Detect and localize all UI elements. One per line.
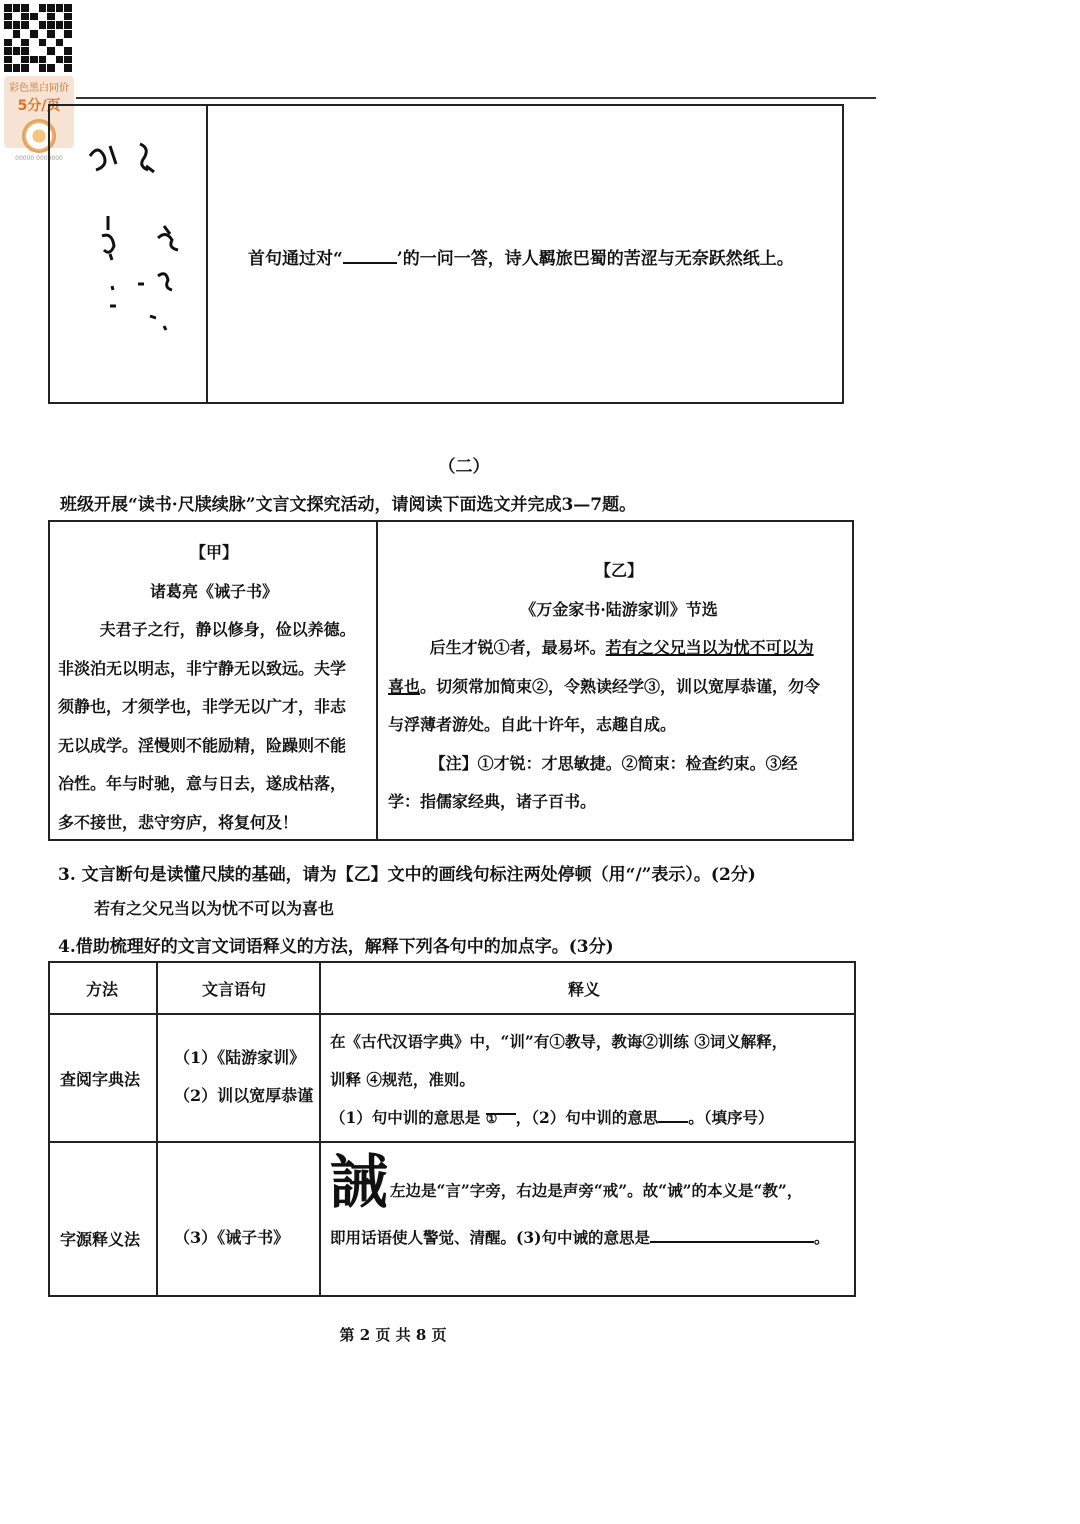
price-badge-line3: 00000 0000000 xyxy=(15,155,63,162)
section-title: （二） xyxy=(438,457,490,477)
section-intro: 班级开展“读书·尺牍续脉”文言文探究活动，请阅读下面选文并完成3—7题。 xyxy=(60,495,637,515)
definition-line: 在《古代汉语字典》中，“训”有①教导，教诲②训练 ③词义解释， xyxy=(330,1032,788,1051)
definition-line: 训释 ④规范，准则。 xyxy=(330,1070,475,1089)
question-3: 3. 文言断句是读懂尺牍的基础，请为【乙】文中的画线句标注两处停顿（用“/”表示）。(2分) xyxy=(58,865,756,885)
etymology-explanation xyxy=(330,1148,852,1257)
definition-answer-line xyxy=(330,1099,850,1137)
passage-jia xyxy=(58,534,370,842)
answer-prompt: 。 xyxy=(813,1228,830,1247)
method-dictionary: 查阅字典法 xyxy=(60,1070,141,1089)
passage-yi xyxy=(388,552,850,822)
passage-jia-line: 多不接世，悲守穷庐，将复何及！ xyxy=(58,812,299,832)
answer-blank[interactable] xyxy=(343,248,397,264)
page-number: 第 2 页 共 8 页 xyxy=(339,1326,447,1344)
question-3-sentence[interactable]: 若有之父兄当以为忧不可以为喜也 xyxy=(94,899,335,918)
passage-yi-note: 【注】①才锐：才思敏捷。②简束：检查约束。③经 xyxy=(429,753,798,773)
passage-jia-line: 冶性。年与时驰，意与日去，遂成枯落， xyxy=(58,774,347,793)
passage-yi-note: 学：指儒家经典，诸子百书。 xyxy=(388,792,597,811)
poem-analysis-text xyxy=(248,244,794,269)
question-4: 4.借助梳理好的文言文词语释义的方法，解释下列各句中的加点字。(3分) xyxy=(58,937,614,957)
sentence-3: （3）《诫子书》 xyxy=(174,1228,290,1247)
passage-jia-line: 须静也，才须学也，非学无以广才，非志 xyxy=(58,697,347,716)
handwriting-scrawl-icon xyxy=(80,126,200,386)
passage-jia-line: 夫君子之行，静以修身，俭以养德。 xyxy=(99,620,356,639)
etymology-text: 左边是“言”字旁，右边是声旁“戒”。故“诫”的本义是“教”， xyxy=(390,1181,803,1200)
etymology-answer-line xyxy=(330,1219,852,1257)
answer-prompt: ，（2）句中训的意思 xyxy=(515,1108,659,1127)
passage-yi-line xyxy=(388,668,850,707)
passage-yi-text: 后生才锐①者，最易坏。 xyxy=(429,638,606,657)
passage-yi-line: 与浮薄者游处。自此十许年，志趣自成。 xyxy=(388,715,677,734)
answer-blank-1[interactable] xyxy=(485,1099,516,1127)
passage-yi-label: 【乙】 xyxy=(594,561,643,580)
poem-analysis-table xyxy=(48,104,844,404)
answer-blank-3[interactable] xyxy=(650,1227,814,1243)
passage-jia-title: 诸葛亮《诫子书》 xyxy=(149,581,278,601)
qr-code-icon xyxy=(4,4,72,72)
passage-yi-text: 。切须常加简束②，令熟读经学③，训以宽厚恭谨，勿令 xyxy=(420,676,821,696)
passage-yi-title: 《万金家书·陆游家训》节选 xyxy=(520,599,718,619)
dictionary-definition xyxy=(330,1023,850,1137)
table-divider xyxy=(50,1013,854,1015)
table-divider xyxy=(206,106,208,402)
price-badge-price: 5分/页 xyxy=(17,98,61,114)
answer-prompt: 。（填序号） xyxy=(688,1108,774,1127)
poem-analysis-text-after: ’的一问一答，诗人羁旅巴蜀的苦涩与无奈跃然纸上。 xyxy=(396,249,794,269)
header-sentence: 文言语句 xyxy=(202,980,267,999)
seal-script-char: 誡 xyxy=(330,1148,389,1216)
underlined-sentence: 若有之父兄当以为忧不可以为 xyxy=(605,638,814,657)
passage-yi-line xyxy=(388,629,850,668)
price-badge-line1: 彩色黑白同价 xyxy=(9,83,69,94)
handwritten-answer: ① xyxy=(485,1112,498,1127)
header-method: 方法 xyxy=(86,980,119,999)
passage-jia-line: 非淡泊无以明志，非宁静无以致远。夫学 xyxy=(58,658,347,678)
answer-blank-2[interactable] xyxy=(658,1107,688,1123)
word-meaning-table xyxy=(48,961,856,1297)
etymology-line xyxy=(330,1148,852,1216)
method-etymology: 字源释义法 xyxy=(60,1230,141,1249)
poem-analysis-text-before: 首句通过对“ xyxy=(248,249,343,269)
table-divider xyxy=(50,1141,854,1143)
answer-prompt: （1）句中训的意思是 xyxy=(330,1108,481,1127)
answer-prompt: 即用话语使人警觉、清醒。(3)句中诫的意思是 xyxy=(330,1228,650,1247)
header-rule xyxy=(76,97,876,99)
header-meaning: 释义 xyxy=(568,980,601,999)
passage-jia-label: 【甲】 xyxy=(189,543,238,562)
table-divider xyxy=(376,522,378,839)
passage-jia-line: 无以成学。淫慢则不能励精，险躁则不能 xyxy=(58,735,347,755)
sentence-1: （1）《陆游家训》 xyxy=(174,1048,306,1067)
underlined-sentence: 喜也 xyxy=(388,676,421,696)
sentence-2: （2）训以宽厚恭谨 xyxy=(174,1086,314,1105)
passages-table xyxy=(48,520,854,841)
